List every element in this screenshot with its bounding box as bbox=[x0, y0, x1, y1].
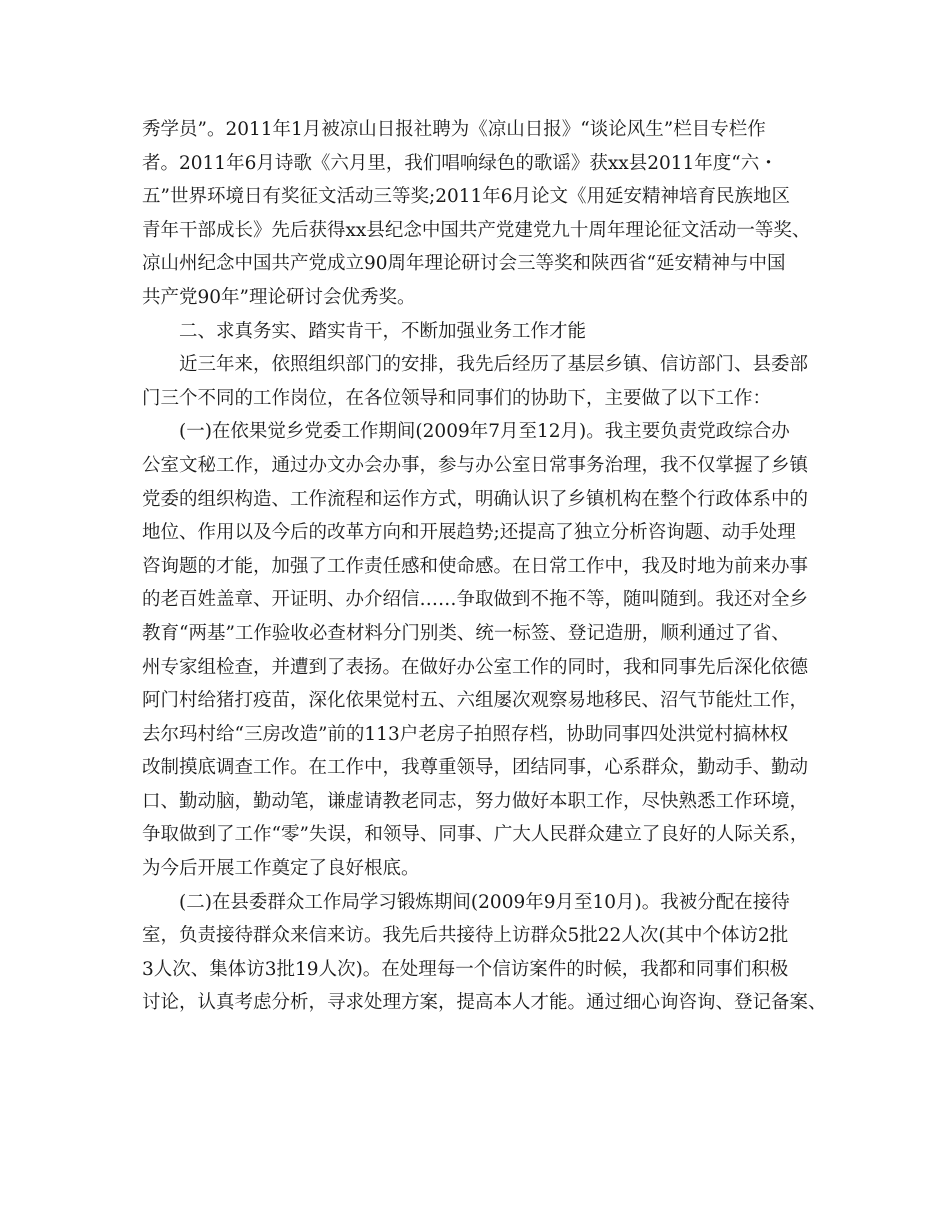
text-line: 青年干部成长》先后获得xx县纪念中国共产党建党九十周年理论征文活动一等奖、 bbox=[142, 219, 811, 241]
text-line: 近三年来，依照组织部门的安排，我先后经历了基层乡镇、信访部门、县委部 bbox=[179, 354, 809, 376]
text-line: 去尔玛村给“三房改造”前的113户老房子拍照存档，协助同事四处洪觉村搞林权 bbox=[142, 723, 789, 745]
text-line: 争取做到了工作“零”失误，和领导、同事、广大人民群众建立了良好的人际关系， bbox=[142, 824, 809, 846]
text-line: 教育“两基”工作验收必查材料分门别类、统一标签、登记造册，顺利通过了省、 bbox=[142, 622, 790, 644]
text-line: 的老百姓盖章、开证明、办介绍信……争取做到不拖不等，随叫随到。我还对全乡 bbox=[142, 589, 809, 611]
text-line: 党委的组织构造、工作流程和运作方式，明确认识了乡镇机构在整个行政体系中的 bbox=[142, 488, 809, 510]
text-line: 为今后开展工作奠定了良好根底。 bbox=[142, 858, 420, 880]
text-line: 3人次、集体访3批19人次)。在处理每一个信访案件的时候，我都和同事们积极 bbox=[142, 958, 789, 980]
text-line: 州专家组检查，并遭到了表扬。在做好办公室工作的同时，我和同事先后深化依德 bbox=[142, 656, 809, 678]
text-line: 改制摸底调查工作。在工作中，我尊重领导，团结同事，心系群众，勤动手、勤动 bbox=[142, 757, 809, 779]
text-line: 咨询题的才能，加强了工作责任感和使命感。在日常工作中，我及时地为前来办事 bbox=[142, 555, 809, 577]
text-line: 口、勤动脑，勤动笔，谦虚请教老同志，努力做好本职工作，尽快熟悉工作环境， bbox=[142, 790, 809, 812]
text-line: 公室文秘工作，通过办文办会办事，参与办公室日常事务治理，我不仅掌握了乡镇 bbox=[142, 454, 809, 476]
text-line: 室，负责接待群众来信来访。我先后共接待上访群众5批22人次(其中个体访2批 bbox=[142, 925, 789, 947]
text-line: 五”世界环境日有奖征文活动三等奖;2011年6月论文《用延安精神培育民族地区 bbox=[142, 186, 791, 208]
text-line: 二、求真务实、踏实肯干，不断加强业务工作才能 bbox=[179, 320, 587, 342]
text-line: 凉山州纪念中国共产党成立90周年理论研讨会三等奖和陕西省“延安精神与中国 bbox=[142, 253, 786, 275]
text-line: 秀学员”。2011年1月被凉山日报社聘为《凉山日报》“谈论风生”栏目专栏作 bbox=[142, 119, 766, 140]
text-line: 门三个不同的工作岗位，在各位领导和同事们的协助下，主要做了以下工作： bbox=[142, 387, 772, 409]
text-line: (一)在依果觉乡党委工作期间(2009年7月至12月)。我主要负责党政综合办 bbox=[179, 421, 790, 443]
text-line: 讨论，认真考虑分析，寻求处理方案，提高本人才能。通过细心询咨询、登记备案、 bbox=[142, 992, 827, 1014]
text-line: (二)在县委群众工作局学习锻炼期间(2009年9月至10月)。我被分配在接待 bbox=[179, 891, 790, 913]
text-line: 者。2011年6月诗歌《六月里，我们唱响绿色的歌谣》获xx县2011年度“六・ bbox=[142, 152, 778, 174]
text-line: 阿门村给猪打疫苗，深化依果觉村五、六组屡次观察易地移民、沼气节能灶工作， bbox=[142, 690, 809, 712]
text-line: 地位、作用以及今后的改革方向和开展趋势;还提高了独立分析咨询题、动手处理 bbox=[142, 522, 796, 544]
document-body-text bbox=[142, 113, 832, 1020]
text-line: 共产党90年”理论研讨会优秀奖。 bbox=[142, 286, 416, 308]
